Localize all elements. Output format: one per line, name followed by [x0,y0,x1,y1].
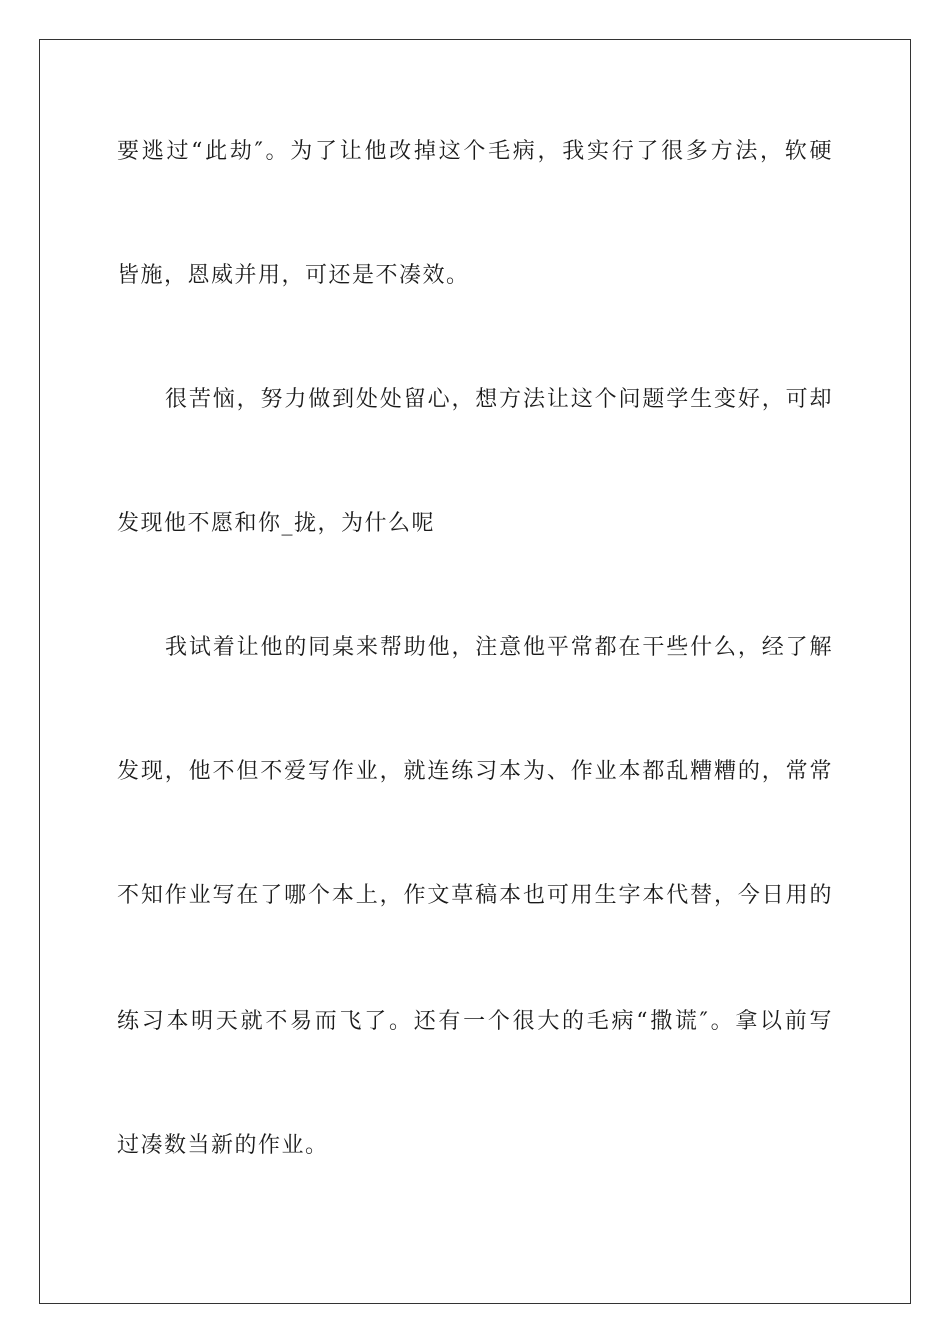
paragraph-line: 很苦恼，努力做到处处留心，想方法让这个问题学生变好，可却 [165,387,833,412]
paragraph-line: 过凑数当新的作业。 [117,1133,329,1158]
paragraph-line: 练习本明天就不易而飞了。还有一个很大的毛病“撒谎″。拿以前写 [117,1009,833,1034]
paragraph-line: 皆施，恩威并用，可还是不凑效。 [117,263,470,288]
paragraph-line: 要逃过“此劫″。为了让他改掉这个毛病，我实行了很多方法，软硬 [117,139,833,164]
paragraph-line: 发现，他不但不爱写作业，就连练习本为、作业本都乱糟糟的，常常 [117,759,833,784]
paragraph-line: 我试着让他的同桌来帮助他，注意他平常都在干些什么，经了解 [165,635,833,660]
page-border [39,39,911,1304]
paragraph-line: 发现他不愿和你_拢，为什么呢 [117,511,436,536]
paragraph-line: 不知作业写在了哪个本上，作文草稿本也可用生字本代替，今日用的 [117,883,833,908]
